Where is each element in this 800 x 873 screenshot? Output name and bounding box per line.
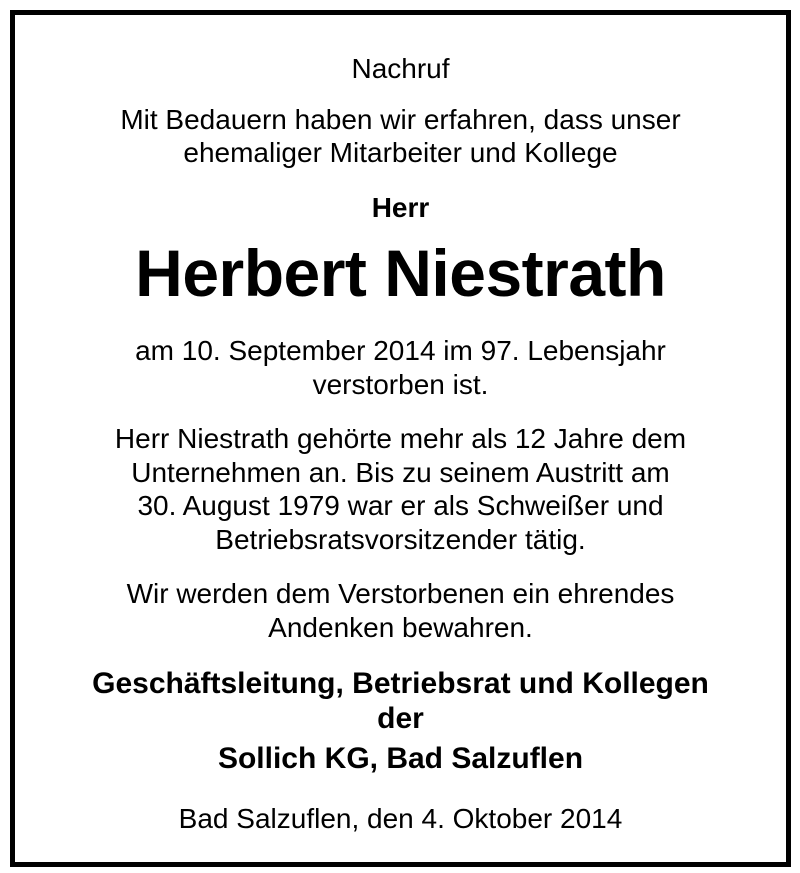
intro-line-2: ehemaliger Mitarbeiter und Kollege [183, 137, 618, 168]
bio-line-1: Herr Niestrath gehörte mehr als 12 Jahre dem [114, 423, 687, 454]
notice-heading: Nachruf [351, 53, 450, 84]
salutation: Herr [371, 192, 430, 223]
bio-line-2: Unternehmen an. Bis zu seinem Austritt am [131, 457, 670, 488]
death-line-2: verstorben ist. [312, 369, 489, 400]
intro-line-1: Mit Bedauern haben wir erfahren, dass unser [120, 104, 681, 135]
death-line-1: am 10. September 2014 im 97. Lebensjahr [135, 335, 666, 366]
signature-line-3: Sollich KG, Bad Salzuflen [217, 742, 584, 775]
bio-line-4: Betriebsratsvorsitzender tätig. [215, 524, 586, 555]
obituary-notice [10, 10, 791, 867]
remembrance-line-2: Andenken bewahren. [268, 612, 533, 643]
bio-line-3: 30. August 1979 war er als Schweißer und [137, 490, 664, 521]
deceased-name: Herbert Niestrath [135, 236, 666, 310]
place-date: Bad Salzuflen, den 4. Oktober 2014 [178, 803, 623, 834]
signature-line-2: der [377, 702, 424, 735]
remembrance-line-1: Wir werden dem Verstorbenen ein ehrendes [126, 578, 675, 609]
signature-line-1: Geschäftsleitung, Betriebsrat und Kollegen [92, 667, 709, 700]
